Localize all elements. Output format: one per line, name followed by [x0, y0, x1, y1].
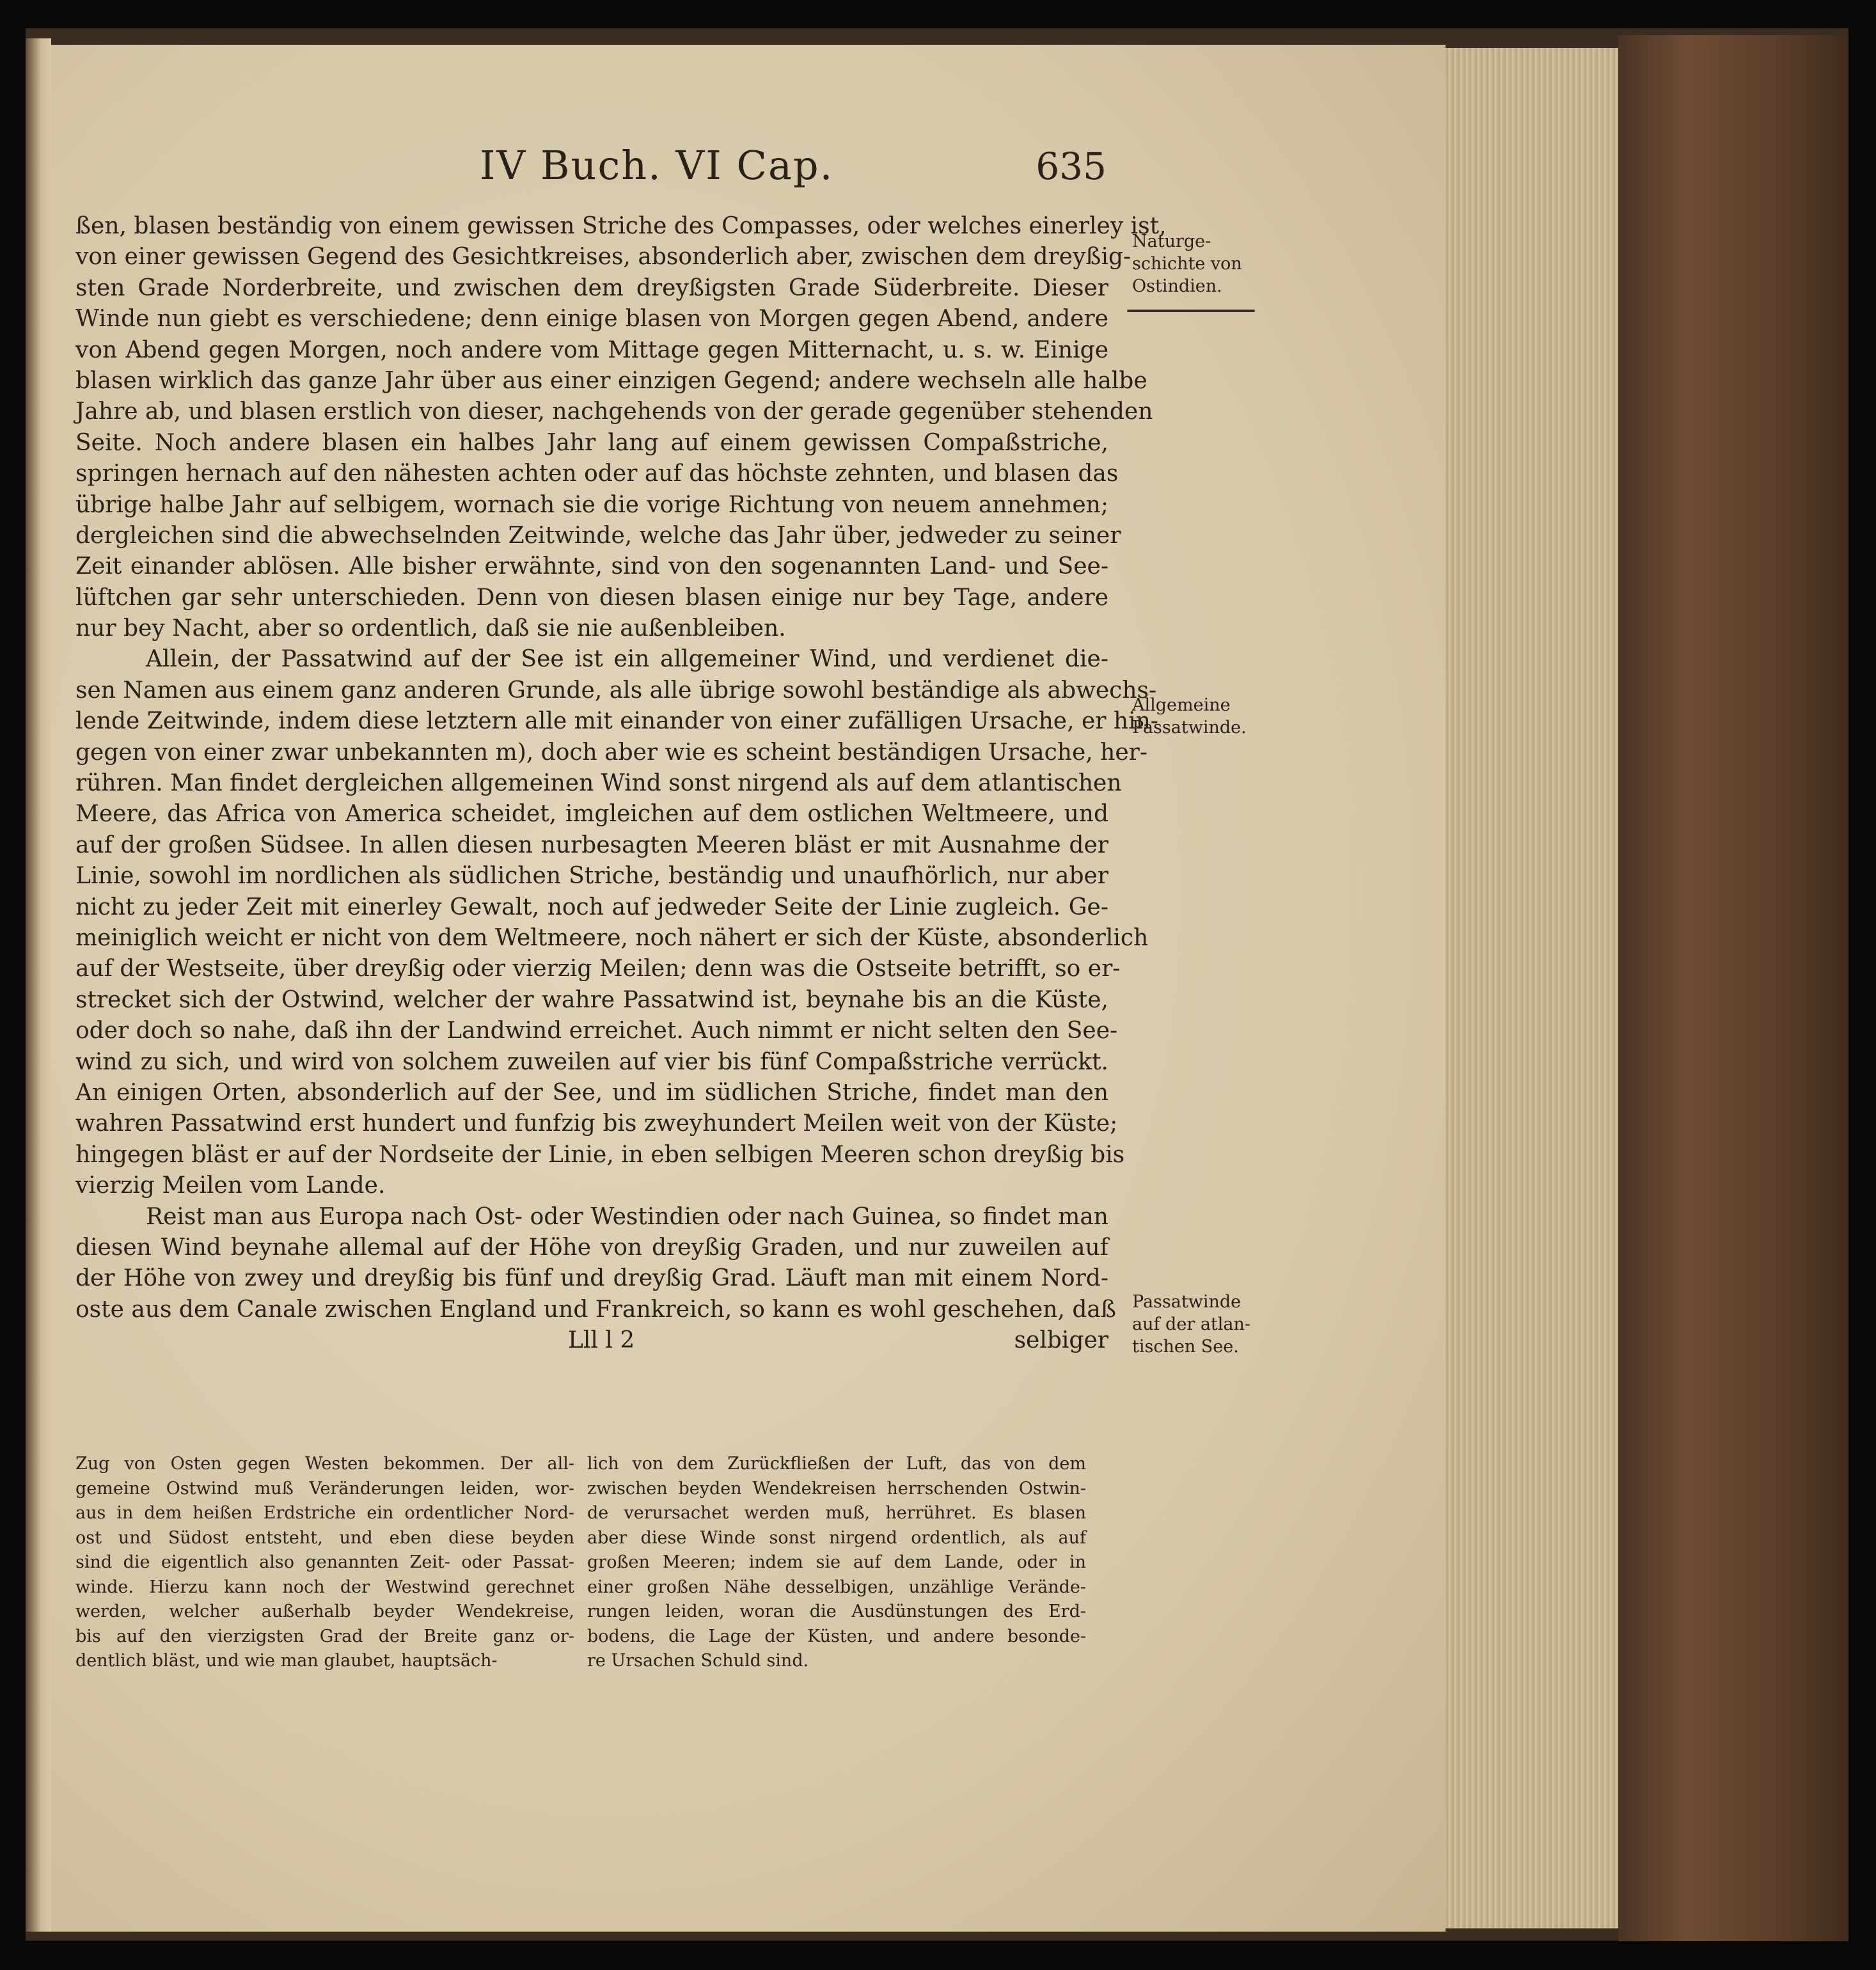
text-line: lüftchen gar sehr unterschieden. Denn von diesen blasen einige nur bey Tage, andere	[75, 584, 1108, 611]
text-line: oste aus dem Canale zwischen England und Frankreich, so kann es wohl geschehen, daß	[75, 1296, 1116, 1323]
signature-mark: Lll l 2	[568, 1327, 635, 1354]
margin-note-underline	[1127, 310, 1255, 312]
text-line: Reist man aus Europa nach Ost- oder Westindien oder nach Guinea, so findet man	[146, 1203, 1108, 1230]
text-line: nur bey Nacht, aber so ordentlich, daß sie nie außenbleiben.	[75, 615, 786, 642]
text-line: Allein, der Passatwind auf der See ist ein allgemeiner Wind, und verdienet die-	[146, 646, 1108, 673]
footnote-line: großen Meeren; indem sie auf dem Lande, oder in	[587, 1552, 1086, 1572]
margin-note-line: Allgemeine	[1132, 695, 1231, 715]
running-title: IV Buch. VI Cap.	[480, 142, 834, 189]
footnote-column-left	[75, 1452, 574, 1674]
text-line: lende Zeitwinde, indem diese letztern alle mit einander von einer zufälligen Ursache, er hin-	[75, 708, 1158, 735]
text-line: wind zu sich, und wird von solchem zuweilen auf vier bis fünf Compaßstriche verrückt.	[75, 1048, 1108, 1075]
text-line: Linie, sowohl im nordlichen als südlichen Striche, beständig und unaufhörlich, nur aber	[75, 863, 1108, 890]
margin-note-line: Naturge-	[1132, 232, 1211, 251]
text-line: der Höhe von zwey und dreyßig bis fünf und dreyßig Grad. Läuft man mit einem Nord-	[75, 1265, 1108, 1292]
text-line: hingegen bläst er auf der Nordseite der Linie, in eben selbigen Meeren schon dreyßig bis	[75, 1141, 1125, 1168]
footnote-line: Zug von Osten gegen Westen bekommen. Der all-	[75, 1454, 574, 1474]
margin-note-naturgeschichte	[1132, 230, 1254, 297]
text-line: sen Namen aus einem ganz anderen Grunde, als alle übrige sowohl beständige als abwechs-	[75, 677, 1157, 704]
book-cover	[1618, 35, 1848, 1941]
text-line: von Abend gegen Morgen, noch andere vom Mittage gegen Mitternacht, u. s. w. Einige	[75, 336, 1108, 363]
footnote-line: de verursachet werden muß, herrühret. Es blasen	[587, 1503, 1086, 1523]
catchword: selbiger	[1014, 1327, 1108, 1354]
footnote-line: re Ursachen Schuld sind.	[587, 1651, 809, 1671]
text-line: Zeit einander ablösen. Alle bisher erwähnte, sind von den sogenannten Land- und See-	[75, 553, 1108, 580]
text-line: blasen wirklich das ganze Jahr über aus einer einzigen Gegend; andere wechseln alle halbe	[75, 367, 1147, 394]
footnotes	[75, 1452, 1108, 1721]
text-line: auf der großen Südsee. In allen diesen nurbesagten Meeren bläst er mit Ausnahme der	[75, 831, 1108, 858]
footnote-line: lich von dem Zurückfließen der Luft, das von dem	[587, 1454, 1086, 1474]
footnote-line: werden, welcher außerhalb beyder Wendekreise,	[75, 1602, 574, 1621]
text-line: diesen Wind beynahe allemal auf der Höhe von dreyßig Graden, und nur zuweilen auf	[75, 1234, 1108, 1261]
margin-note-line: auf der atlan-	[1132, 1314, 1251, 1334]
margin-note-line: Passatwinde	[1132, 1292, 1241, 1312]
footnote-line: ost und Südost entsteht, und eben diese beyden	[75, 1527, 574, 1548]
main-text	[75, 211, 1167, 1356]
text-line: strecket sich der Ostwind, welcher der wahre Passatwind ist, beynahe bis an die Küste,	[75, 986, 1108, 1013]
footnote-line: aus in dem heißen Erdstriche ein ordentlicher Nord-	[75, 1503, 574, 1523]
margin-note-line: Ostindien.	[1132, 276, 1222, 296]
catchline	[75, 1325, 1108, 1356]
footnote-column-right	[587, 1452, 1086, 1674]
footnote-line: sind die eigentlich also genannten Zeit- oder Passat-	[75, 1552, 574, 1572]
text-line: Meere, das Africa von America scheidet, imgleichen auf dem ostlichen Weltmeere, und	[75, 801, 1108, 828]
text-line: gegen von einer zwar unbekannten m), doch aber wie es scheint beständigen Ursache, her-	[75, 739, 1148, 766]
page-header	[109, 142, 1107, 193]
footnote-line: winde. Hierzu kann noch der Westwind gerechnet	[75, 1577, 574, 1597]
footnote-line: aber diese Winde sonst nirgend ordentlich, als auf	[587, 1527, 1086, 1548]
text-line: oder doch so nahe, daß ihn der Landwind erreichet. Auch nimmt er nicht selten den See-	[75, 1018, 1118, 1044]
footnote-line: bodens, die Lage der Küsten, und andere besonde-	[587, 1626, 1086, 1646]
text-line: wahren Passatwind erst hundert und funfzig bis zweyhundert Meilen weit von der Küste;	[75, 1110, 1118, 1137]
text-line: nicht zu jeder Zeit mit einerley Gewalt, noch auf jedweder Seite der Linie zugleich. Ge-	[75, 894, 1108, 920]
page-edges	[1446, 48, 1618, 1928]
text-line: meiniglich weicht er nicht von dem Weltmeere, noch nähert er sich der Küste, absonderlich	[75, 924, 1149, 951]
text-line: übrige halbe Jahr auf selbigem, wornach sie die vorige Richtung von neuem annehmen;	[75, 491, 1108, 518]
text-line: auf der Westseite, über dreyßig oder vierzig Meilen; denn was die Ostseite betrifft, so er-	[75, 956, 1121, 982]
margin-note-atlantisch	[1132, 1291, 1254, 1358]
margin-note-allgemeine	[1132, 694, 1254, 739]
footnote-line: gemeine Ostwind muß Veränderungen leiden, wor-	[75, 1478, 574, 1499]
text-line: Jahre ab, und blasen erstlich von dieser, nachgehends von der gerade gegenüber stehenden	[75, 398, 1153, 425]
margin-note-line: tischen See.	[1132, 1337, 1239, 1357]
footnote-line: einer großen Nähe desselbigen, unzählige Verände-	[587, 1577, 1086, 1597]
footnote-line: bis auf den vierzigsten Grad der Breite ganz or-	[75, 1626, 574, 1646]
text-line: springen hernach auf den nähesten achten oder auf das höchste zehnten, und blasen das	[75, 461, 1119, 487]
margin-note-line: Passatwinde.	[1132, 718, 1247, 737]
text-line: von einer gewissen Gegend des Gesichtkreises, absonderlich aber, zwischen dem dreyßig-	[75, 244, 1131, 271]
text-line: An einigen Orten, absonderlich auf der See, und im südlichen Striche, findet man den	[75, 1079, 1108, 1106]
footnote-line: rungen leiden, woran die Ausdünstungen des Erd-	[587, 1602, 1086, 1621]
footnote-line: dentlich bläst, und wie man glaubet, hauptsäch-	[75, 1651, 498, 1671]
footnote-line: zwischen beyden Wendekreisen herrschenden Ostwin-	[587, 1478, 1086, 1499]
page-number: 635	[1036, 145, 1107, 188]
text-line: rühren. Man findet dergleichen allgemeinen Wind sonst nirgend als auf dem atlantischen	[75, 770, 1122, 797]
text-line: Winde nun giebt es verschiedene; denn einige blasen von Morgen gegen Abend, andere	[75, 306, 1108, 333]
text-line: Seite. Noch andere blasen ein halbes Jahr lang auf einem gewissen Compaßstriche,	[75, 429, 1108, 456]
text-line: ßen, blasen beständig von einem gewissen Striche des Compasses, oder welches einerley ist,	[75, 213, 1167, 239]
text-line: vierzig Meilen vom Lande.	[75, 1172, 386, 1199]
margin-note-line: schichte von	[1132, 254, 1242, 274]
left-page-edge	[26, 38, 51, 1932]
text-line: sten Grade Norderbreite, und zwischen dem dreyßigsten Grade Süderbreite. Dieser	[75, 274, 1108, 301]
text-line: dergleichen sind die abwechselnden Zeitwinde, welche das Jahr über, jedweder zu seiner	[75, 522, 1121, 549]
